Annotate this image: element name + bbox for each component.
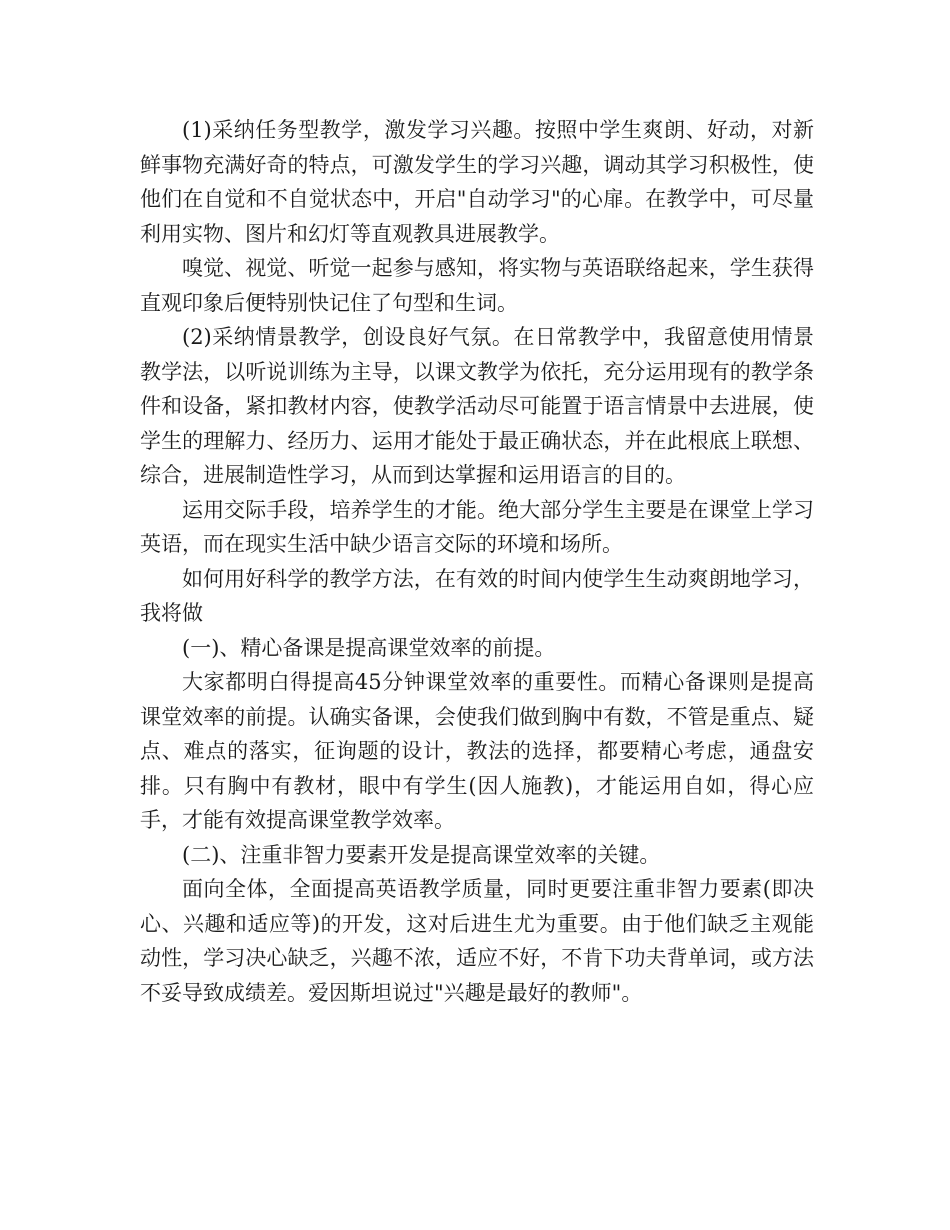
heading-non-intellectual-factors: (二)、注重非智力要素开发是提高课堂效率的关键。 bbox=[182, 842, 661, 867]
heading-lesson-preparation: (一)、精心备课是提高课堂效率的前提。 bbox=[182, 635, 556, 660]
paragraph-lesson-preparation: 大家都明白得提高45分钟课堂效率的重要性。而精心备课则是提高课堂效率的前提。认确实备课，会使我们做到胸中有数，不管是重点、疑点、难点的落实，征询题的设计，教法的选择，都要精心考虑，通盘安排。只有胸中有教材，眼中有学生(因人施教)，才能运用自如，得心应手，才能有效提高课堂教学效率。 bbox=[140, 670, 814, 832]
paragraph-teaching-method: 如何用好科学的教学方法，在有效的时间内使学生生动爽朗地学习，我将做 bbox=[140, 566, 814, 625]
paragraph-task-based-teaching: (1)采纳任务型教学，激发学习兴趣。按照中学生爽朗、好动，对新鲜事物充满好奇的特点，可激发学生的学习兴趣，调动其学习积极性，使他们在自觉和不自觉状态中，开启"自动学习"的心扉。在教学中，可尽量利用实物、图片和幻灯等直观教具进展教学。 bbox=[140, 118, 814, 246]
document-body bbox=[140, 113, 814, 1010]
paragraph-communication: 运用交际手段，培养学生的才能。绝大部分学生主要是在课堂上学习英语，而在现实生活中缺少语言交际的环境和场所。 bbox=[140, 497, 814, 556]
paragraph-senses-perception: 嗅觉、视觉、听觉一起参与感知，将实物与英语联络起来，学生获得直观印象后便特别快记住了句型和生词。 bbox=[140, 256, 814, 315]
paragraph-situational-teaching: (2)采纳情景教学，创设良好气氛。在日常教学中，我留意使用情景教学法，以听说训练为主导，以课文教学为依托，充分运用现有的教学条件和设备，紧扣教材内容，使教学活动尽可能置于语言情景中去进展，使学生的理解力、经历力、运用才能处于最正确状态，并在此根底上联想、综合，进展制造性学习，从而到达掌握和运用语言的目的。 bbox=[140, 325, 814, 487]
paragraph-non-intellectual-factors: 面向全体，全面提高英语教学质量，同时更要注重非智力要素(即决心、兴趣和适应等)的开发，这对后进生尤为重要。由于他们缺乏主观能动性，学习决心缺乏，兴趣不浓，适应不好，不肯下功夫背单词，或方法不妥导致成绩差。爱因斯坦说过"兴趣是最好的教师"。 bbox=[140, 877, 814, 1005]
